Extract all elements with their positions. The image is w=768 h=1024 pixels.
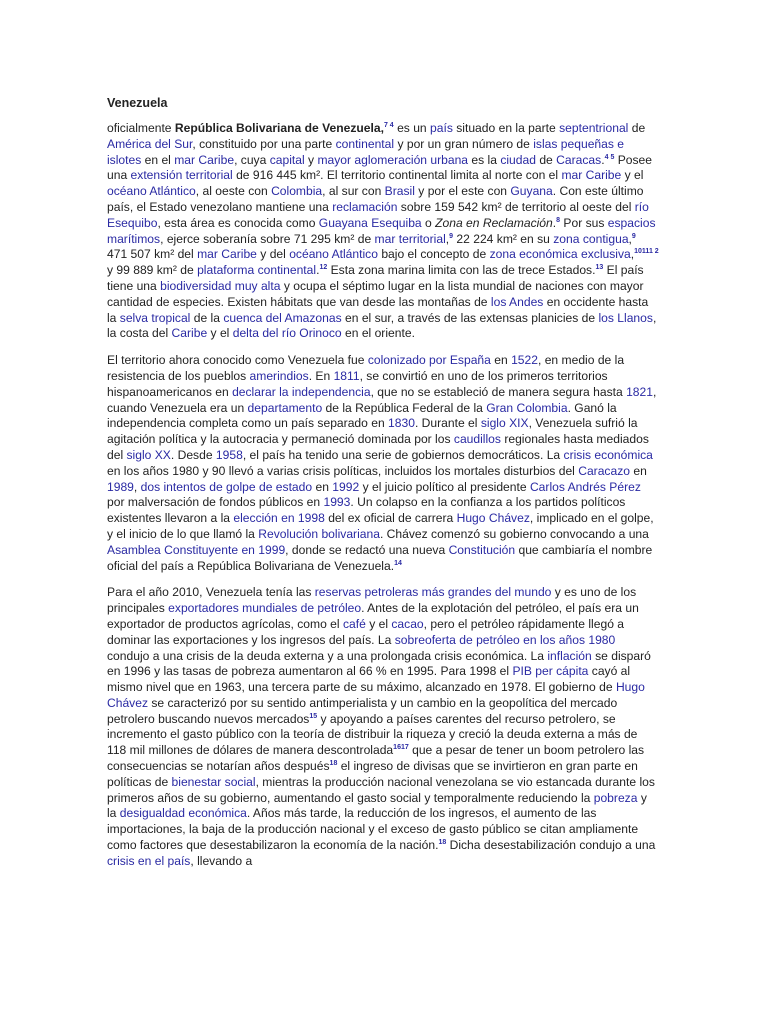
link-asamblea-constituyente[interactable]: Asamblea Constituyente en 1999 bbox=[107, 542, 286, 557]
link-capital[interactable]: capital bbox=[269, 152, 305, 167]
link-reservas[interactable]: reservas petroleras más grandes del mundo bbox=[314, 585, 552, 600]
link-mar-territorial[interactable]: mar territorial bbox=[374, 231, 446, 246]
link-reclamacion[interactable]: reclamación bbox=[332, 199, 398, 214]
link-oceano-atlantico[interactable]: océano Atlántico bbox=[289, 247, 378, 262]
link-crisis-economica[interactable]: crisis económica bbox=[563, 447, 653, 462]
link-espacios-maritimos[interactable]: espacios marítimos bbox=[107, 215, 656, 246]
link-amazonas[interactable]: cuenca del Amazonas bbox=[223, 310, 342, 325]
link-bienestar-social[interactable]: bienestar social bbox=[171, 774, 256, 789]
link-exportadores[interactable]: exportadores mundiales de petróleo bbox=[168, 601, 362, 616]
link-constitucion[interactable]: Constitución bbox=[448, 542, 516, 557]
ref-link[interactable]: 9 bbox=[631, 232, 636, 240]
link-1958[interactable]: 1958 bbox=[215, 447, 243, 462]
link-hugo-chavez[interactable]: Hugo Chávez bbox=[107, 680, 645, 710]
link-pib[interactable]: PIB per cápita bbox=[512, 664, 589, 679]
link-brasil[interactable]: Brasil bbox=[384, 184, 415, 199]
link-selva-tropical[interactable]: selva tropical bbox=[119, 310, 191, 325]
ref-link[interactable]: 13 bbox=[595, 264, 604, 272]
link-colombia[interactable]: Colombia bbox=[271, 184, 323, 199]
link-plataforma[interactable]: plataforma continental bbox=[197, 263, 317, 278]
ref-link[interactable]: 4 bbox=[604, 153, 609, 161]
link-mar-caribe[interactable]: mar Caribe bbox=[561, 168, 622, 183]
ref-link[interactable]: 14 bbox=[394, 559, 402, 567]
link-departamento[interactable]: departamento bbox=[247, 400, 323, 415]
ref-link[interactable]: 4 bbox=[389, 121, 394, 129]
link-extension[interactable]: extensión territorial bbox=[130, 168, 233, 183]
link-cafe[interactable]: café bbox=[342, 616, 366, 631]
link-1989[interactable]: 1989 bbox=[107, 479, 134, 494]
link-1993[interactable]: 1993 bbox=[323, 495, 351, 510]
link-siglo-xx[interactable]: siglo XX bbox=[126, 447, 171, 462]
article-title: Venezuela bbox=[107, 96, 168, 110]
link-los-andes[interactable]: los Andes bbox=[490, 294, 544, 309]
link-rio-esequibo[interactable]: río Esequibo bbox=[107, 199, 649, 230]
article bbox=[107, 96, 659, 881]
link-caracas[interactable]: Caracas bbox=[556, 152, 602, 167]
link-1992[interactable]: 1992 bbox=[332, 479, 360, 494]
link-1522[interactable]: 1522 bbox=[511, 353, 538, 368]
link-continental[interactable]: continental bbox=[335, 136, 395, 151]
link-pobreza[interactable]: pobreza bbox=[593, 790, 638, 805]
link-gran-colombia[interactable]: Gran Colombia bbox=[486, 400, 568, 415]
link-colonizado[interactable]: colonizado por España bbox=[367, 353, 491, 368]
paragraph-intro: oficialmente República Bolivariana de Venezuela,$^{7 4}$ es un país situado en la parte septentrional de América del Sur, constituido por una parte continental y por un gran número de islas pequeñas e islotes en el mar Caribe, cuya capital y mayor aglomeración urbana es la ciudad de Caracas.$^{4 5}$ Posee una extensión territorial de 916 445 km². El territorio continental limita al norte con el mar Caribe y el océano Atlántico, al oeste con Colombia, al sur con Brasil y por el este con Guyana. Con este último país, el Estado venezolano mantiene una reclamación sobre 159 542 km² de territorio al oeste del río Esequibo, esta área es conocida como Guayana Esequiba o Zona en Reclamación.$^8$ Por sus espacios marítimos, ejerce soberanía sobre 71 295 km² de mar territorial,$^9$ 22 224 km² en su zona contigua,$^9$ 471 507 km² del mar Caribe y del océano Atlántico bajo el concepto de zona económica exclusiva,$^{10111 2}$ y 99 889 km² de plataforma continental.$^{12}$ Esta zona marina limita con las de trece Estados.$^{13}$ El país tiene una biodiversidad muy alta y ocupa el séptimo lugar en la lista mundial de naciones con mayor cantidad de especies. Existen hábitats que van desde las montañas de los Andes en occidente hasta la selva tropical de la cuenca del Amazonas en el sur, a través de las extensas planicies de los Llanos, la costa del Caribe y el delta del río Orinoco en el oriente. bbox=[107, 121, 659, 341]
link-caudillos[interactable]: caudillos bbox=[453, 432, 501, 447]
ref-link[interactable]: 9 bbox=[449, 232, 454, 240]
ref-link[interactable]: 15 bbox=[309, 712, 318, 720]
link-1830[interactable]: 1830 bbox=[388, 416, 415, 431]
link-oceano-atlantico[interactable]: océano Atlántico bbox=[107, 184, 196, 199]
link-zona-economica[interactable]: zona económica exclusiva bbox=[489, 247, 631, 262]
link-hugo-chavez[interactable]: Hugo Chávez bbox=[456, 511, 530, 526]
link-america-del-sur[interactable]: América del Sur bbox=[107, 136, 193, 151]
link-siglo-xix[interactable]: siglo XIX bbox=[480, 416, 529, 431]
link-los-llanos[interactable]: los Llanos bbox=[598, 310, 653, 325]
link-delta-orinoco[interactable]: delta del río Orinoco bbox=[232, 326, 342, 341]
ref-link[interactable]: 5 bbox=[610, 153, 615, 161]
link-ciudad[interactable]: ciudad bbox=[500, 152, 536, 167]
link-inflacion[interactable]: inflación bbox=[547, 648, 592, 663]
paragraph-history: El territorio ahora conocido como Venezuela fue colonizado por España en 1522, en medio de la resistencia de los pueblos amerindios. En 1811, se convirtió en uno de los primeros territorios hispanoamericanos en declarar la independencia, que no se estableció de manera segura hasta 1821, cuando Venezuela era un departamento de la República Federal de la Gran Colombia. Ganó la independencia completa como un país separado en 1830. Durante el siglo XIX, Venezuela sufrió la agitación política y la autocracia y permaneció dominada por los caudillos regionales hasta mediados del siglo XX. Desde 1958, el país ha tenido una serie de gobiernos democráticos. La crisis económica en los años 1980 y 90 llevó a varias crisis políticas, incluidos los mortales disturbios del Caracazo en 1989, dos intentos de golpe de estado en 1992 y el juicio político al presidente Carlos Andrés Pérez por malversación de fondos públicos en 1993. Un colapso en la confianza a los partidos políticos existentes llevaron a la elección en 1998 del ex oficial de carrera Hugo Chávez, implicado en el golpe, y el inicio de lo que llamó la Revolución bolivariana. Chávez comenzó su gobierno convocando a una Asamblea Constituyente en 1999, donde se redactó una nueva Constitución que cambiaría el nombre oficial del país a República Bolivariana de Venezuela.$^{14}$ bbox=[107, 353, 657, 573]
link-mar-caribe[interactable]: mar Caribe bbox=[197, 247, 257, 262]
official-name: República Bolivariana de Venezuela, bbox=[174, 121, 384, 135]
link-caracazo[interactable]: Caracazo bbox=[578, 463, 630, 478]
link-carlos-andres-perez[interactable]: Carlos Andrés Pérez bbox=[529, 479, 641, 494]
link-sobreoferta[interactable]: sobreoferta de petróleo en los años 1980 bbox=[394, 632, 616, 647]
zona-reclamacion: Zona en Reclamación bbox=[435, 215, 553, 230]
link-guayana-esequiba[interactable]: Guayana Esequiba bbox=[318, 215, 422, 230]
link-eleccion-1998[interactable]: elección en 1998 bbox=[233, 511, 325, 526]
link-guyana[interactable]: Guyana bbox=[510, 184, 553, 199]
link-pais[interactable]: país bbox=[430, 121, 453, 135]
ref-link[interactable]: 8 bbox=[556, 216, 561, 224]
link-desigualdad[interactable]: desigualdad económica bbox=[119, 806, 247, 821]
link-islas[interactable]: islas pequeñas e islotes bbox=[107, 136, 625, 167]
link-intentos-golpe[interactable]: dos intentos de golpe de estado bbox=[140, 479, 313, 494]
ref-link[interactable]: 1617 bbox=[393, 744, 409, 752]
link-1811[interactable]: 1811 bbox=[333, 368, 360, 383]
link-biodiversidad[interactable]: biodiversidad muy alta bbox=[160, 278, 281, 293]
link-caribe[interactable]: Caribe bbox=[171, 326, 208, 341]
ref-link[interactable]: 18 bbox=[329, 760, 338, 768]
link-declarar-independencia[interactable]: declarar la independencia bbox=[232, 384, 371, 399]
link-septentrional[interactable]: septentrional bbox=[559, 121, 629, 135]
link-amerindios[interactable]: amerindios bbox=[249, 368, 309, 383]
ref-link[interactable]: 10111 2 bbox=[634, 248, 659, 256]
link-mar-caribe[interactable]: mar Caribe bbox=[174, 152, 235, 167]
ref-link[interactable]: 7 bbox=[383, 121, 388, 129]
ref-link[interactable]: 18 bbox=[438, 839, 447, 847]
link-zona-contigua[interactable]: zona contigua bbox=[553, 231, 629, 246]
link-cacao[interactable]: cacao bbox=[391, 616, 424, 631]
link-1821[interactable]: 1821 bbox=[626, 384, 653, 399]
paragraph-economy: Para el año 2010, Venezuela tenía las reservas petroleras más grandes del mundo y es uno de los principales exportadores mundiales de petróleo. Antes de la explotación del petróleo, el país era un exportador de productos agrícolas, como el café y el cacao, pero el petróleo rápidamente llegó a dominar las exportaciones y los ingresos del país. La sobreoferta de petróleo en los años 1980 condujo a una crisis de la deuda externa y a una prolongada crisis económica. La inflación se disparó en 1996 y las tasas de pobreza aumentaron al 66 % en 1995. Para 1998 el PIB per cápita cayó al mismo nivel que en 1963, una tercera parte de su máximo, alcanzado en 1978. El gobierno de Hugo Chávez se caracterizó por su sentido antimperialista y un cambio en la geopolítica del mercado petrolero buscando nuevos mercados$^{15}$ y apoyando a países carentes del recurso petrolero, se incremento el gasto público con la teoría de distribuir la riqueza y creció la deuda externa a más de 118 mil millones de dólares de manera descontrolada$^{1617}$ que a pesar de tener un boom petrolero las consecuencias se notarían años después$^{18}$ el ingreso de divisas que se invirtieron en gran parte en políticas de bienestar social, mientras la producción nacional venezolana se vio estancada durante los primeros años de su gobierno, aumentando el gasto social y temporalmente reduciendo la pobreza y la desigualdad económica. Años más tarde, la reducción de los ingresos, el aumento de las importaciones, la baja de la producción nacional y el exceso de gasto público se citan ampliamente como factores que desestabilizaron la economía de la nación.$^{18}$ Dicha desestabilización condujo a una crisis en el país, llevando a bbox=[107, 585, 656, 868]
link-aglomeracion[interactable]: mayor aglomeración urbana bbox=[317, 152, 469, 167]
ref-link[interactable]: 12 bbox=[319, 264, 328, 272]
link-crisis-pais[interactable]: crisis en el país bbox=[107, 853, 191, 868]
link-revolucion-bolivariana[interactable]: Revolución bolivariana bbox=[258, 526, 380, 541]
